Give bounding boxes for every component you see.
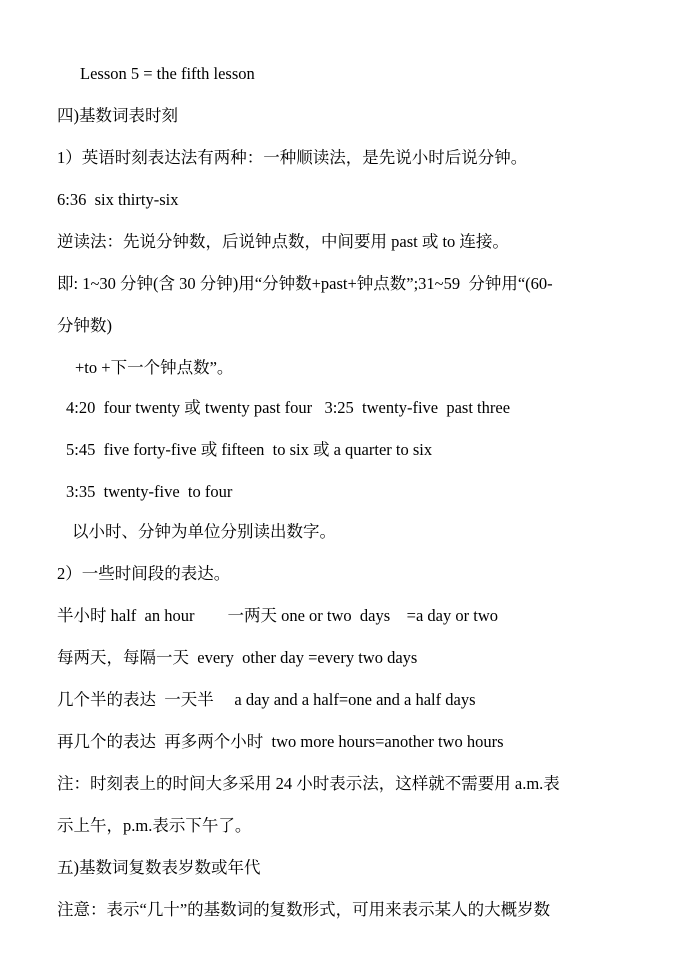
text-line: 注意：表示“几十”的基数词的复数形式，可用来表示某人的大概岁数	[57, 900, 551, 919]
text-line: 几个半的表达 一天半 a day and a half=one and a half days	[57, 690, 476, 709]
text-line: 4:20 four twenty 或 twenty past four 3:25 twenty-five past three	[66, 398, 511, 417]
text-line: 6:36 six thirty-six	[57, 190, 179, 209]
text-line: 1）英语时刻表达法有两种：一种顺读法，是先说小时后说分钟。	[57, 148, 528, 167]
text-line: 5:45 five forty-five 或 fifteen to six 或 a quarter to six	[66, 440, 433, 459]
text-line: Lesson 5 = the fifth lesson	[80, 64, 255, 83]
text-line: 3:35 twenty-five to four	[66, 482, 233, 501]
text-line: 每两天，每隔一天 every other day =every two days	[57, 648, 418, 667]
text-line: 半小时 half an hour 一两天 one or two days =a day or two	[57, 606, 498, 625]
text-line: 以小时、分钟为单位分别读出数字。	[72, 522, 336, 541]
text-line: +to +下一个钟点数”。	[75, 358, 234, 377]
text-line: 分钟数)	[57, 316, 112, 335]
text-line: 示上午，p.m.表示下午了。	[57, 816, 252, 835]
text-line: 注：时刻表上的时间大多采用 24 小时表示法，这样就不需要用 a.m.表	[57, 774, 560, 793]
section-heading: 五)基数词复数表岁数或年代	[57, 858, 261, 877]
section-heading: 四)基数词表时刻	[57, 106, 178, 125]
text-line: 即: 1~30 分钟(含 30 分钟)用“分钟数+past+钟点数”;31~59 分钟用“(60-	[57, 274, 553, 293]
text-line: 2）一些时间段的表达。	[57, 564, 231, 583]
text-line: 逆读法：先说分钟数，后说钟点数，中间要用 past 或 to 连接。	[57, 232, 509, 251]
text-line: 再几个的表达 再多两个小时 two more hours=another two hours	[57, 732, 504, 751]
